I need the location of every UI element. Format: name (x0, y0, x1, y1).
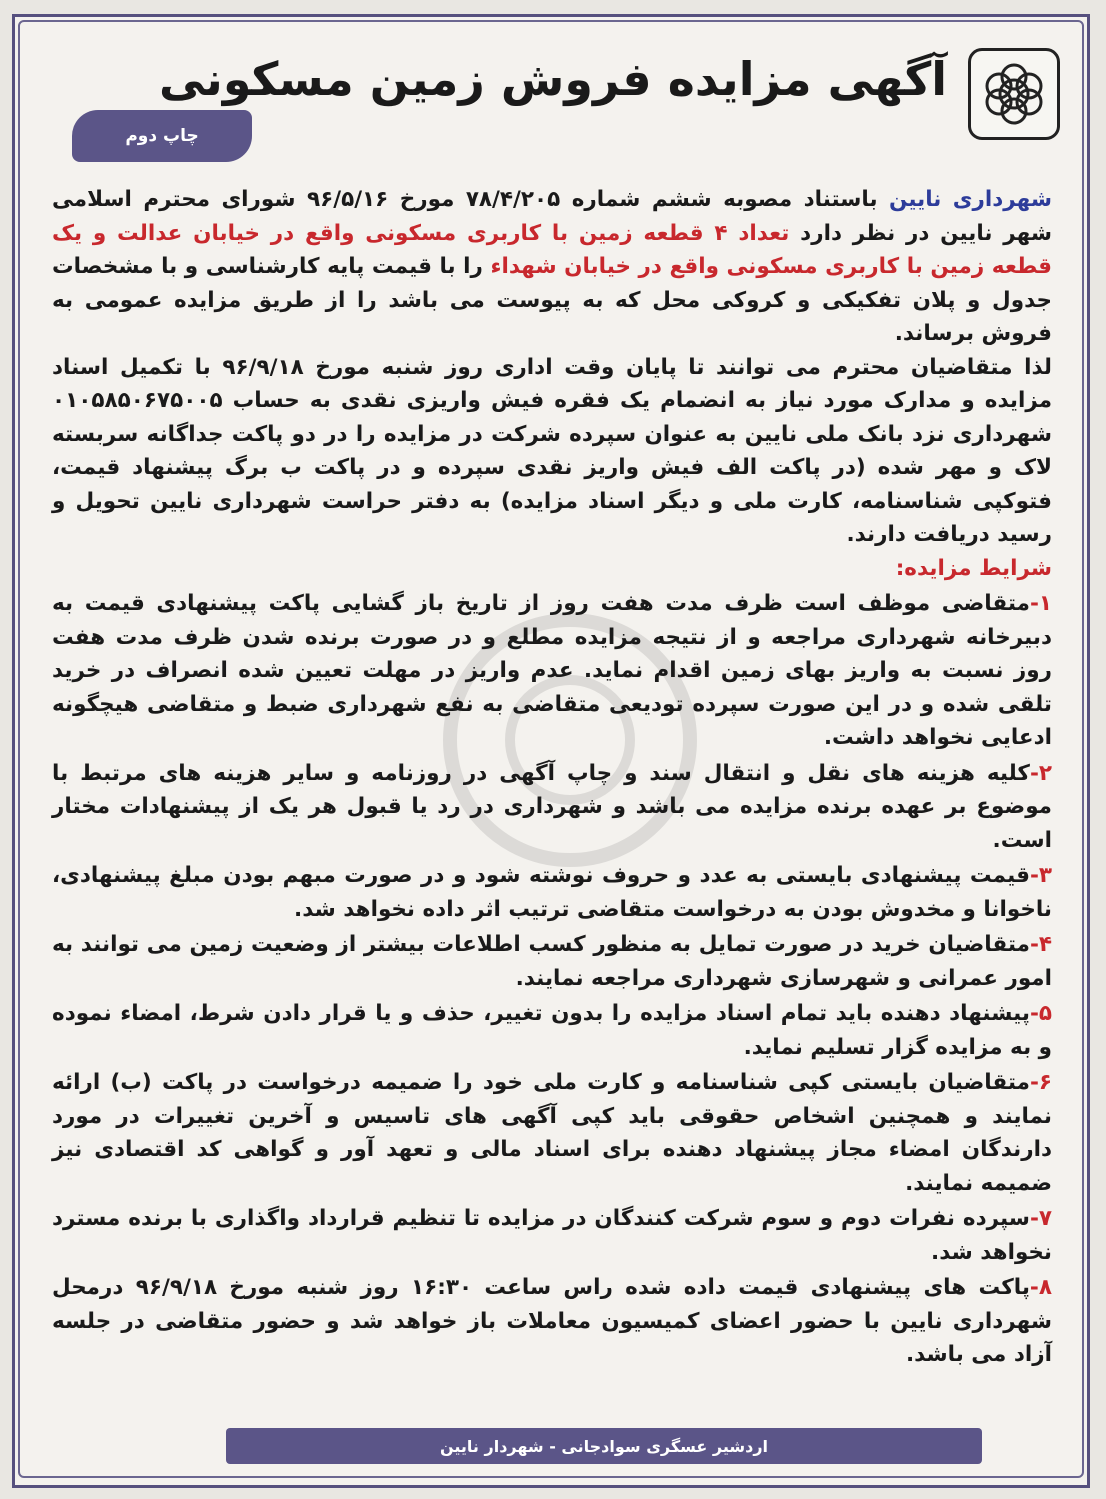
condition-number: ۸- (1029, 1275, 1052, 1300)
intro-text-2: را با قیمت پایه کارشناسی و با مشخصات جدول و پلان تفکیکی و کروکی محل که به پیوست می باشد را از طریق مزایده عمومی به فروش برساند. (52, 254, 1052, 346)
condition-text: پیشنهاد دهنده باید تمام اسناد مزایده را بدون تغییر، حذف و یا قرار دادن شرط، امضاء نموده و به مزایده گزار تسلیم نماید. (52, 1001, 1052, 1060)
notice-body (52, 183, 1052, 1372)
condition-item (52, 859, 1052, 926)
condition-text: پاکت های پیشنهادی قیمت داده شده راس ساعت ۱۶:۳۰ روز شنبه مورخ ۹۶/۹/۱۸ درمحل شهرداری نایین با حضور اعضای کمیسیون معاملات باز خواهد شد و حضور متقاضی در جلسه آزاد می باشد. (52, 1275, 1052, 1367)
municipality-name: شهرداری نایین (889, 187, 1052, 212)
condition-number: ۱- (1029, 591, 1052, 616)
condition-item (52, 997, 1052, 1064)
condition-item (52, 1271, 1052, 1372)
condition-number: ۷- (1029, 1206, 1052, 1231)
page-title: آگهی مزایده فروش زمین مسکونی (159, 52, 947, 106)
condition-text: متقاضیان بایستی کپی شناسنامه و کارت ملی خود را ضمیمه درخواست در پاکت (ب) ارائه نمایند و همچنین اشخاص حقوقی باید کپی آگهی های تاسیس و آخرین تغییرات در مورد دارندگان امضاء مجاز پیشنهاد دهنده برای اسناد مالی و تعهد آور و گواهی کد اقتصادی نیز ضمیمه نمایند. (52, 1070, 1052, 1196)
condition-text: کلیه هزینه های نقل و انتقال سند و چاپ آگهی در روزنامه و سایر هزینه های مرتبط با موضوع بر عهده برنده مزایده می باشد و شهرداری در رد یا قبول هر یک از پیشنهادات مختار است. (52, 760, 1052, 853)
condition-text: سپرده نفرات دوم و سوم شرکت کنندگان در مزایده تا تنظیم قرارداد واگذاری با برنده مسترد نخواهد شد. (52, 1206, 1052, 1265)
condition-item (52, 1202, 1052, 1269)
condition-number: ۶- (1029, 1070, 1052, 1095)
condition-text: قیمت پیشنهادی بایستی به عدد و حروف نوشته شود و در صورت مبهم بودن مبلغ پیشنهادی، ناخوانا و مخدوش بودن به درخواست متقاضی ترتیب اثر داده نخواهد شد. (52, 863, 1052, 922)
condition-item (52, 757, 1052, 858)
conditions-title: شرایط مزایده: (895, 555, 1052, 581)
municipality-logo-icon (968, 48, 1060, 140)
condition-item (52, 928, 1052, 995)
intro-highlight: تعداد ۴ قطعه زمین با کاربری مسکونی واقع در خیابان عدالت و یک قطعه زمین با کاربری مسکونی واقع در خیابان شهداء (52, 220, 1052, 279)
condition-item (52, 1066, 1052, 1200)
print-edition-badge: چاپ دوم (72, 110, 252, 162)
condition-text: متقاضی موظف است ظرف مدت هفت روز از تاریخ باز گشایی پاکت پیشنهادی قیمت به دبیرخانه شهرداری مراجعه و از نتیجه مزایده مطلع و در صورت برنده شدن ظرف مدت هفت روز نسبت به واریز بهای زمین اقدام نماید. عدم واریز در مهلت تعیین شده انصراف در خرید تلقی شده و در این صورت سپرده تودیعی متقاضی به نفع شهرداری ضبط و متقاضی هیچگونه ادعایی نخواهد داشت. (52, 591, 1052, 750)
condition-number: ۳- (1029, 863, 1052, 888)
intro-paragraph (52, 183, 1052, 351)
signature-footer: اردشیر عسگری سوادجانی - شهردار نایین (226, 1428, 982, 1464)
condition-number: ۵- (1029, 1001, 1052, 1026)
condition-number: ۲- (1029, 760, 1052, 786)
intro-text-1: باستناد مصوبه ششم شماره ۷۸/۴/۲۰۵ مورخ ۹۶/۵/۱۶ شورای محترم اسلامی شهر نایین در نظر دارد (52, 187, 1052, 246)
notice-header (22, 40, 1082, 170)
instructions-paragraph: لذا متقاضیان محترم می توانند تا پایان وقت اداری روز شنبه مورخ ۹۶/۹/۱۸ با تکمیل اسناد مزایده و مدارک مورد نیاز به انضمام یک فقره فیش واریزی نقدی به حساب ۰۱۰۵۸۵۰۶۷۵۰۰۵ شهرداری نزد بانک ملی نایین به عنوان سپرده شرکت در مزایده را در دو پاکت جداگانه سربسته لاک و مهر شده (در پاکت الف فیش واریز نقدی سپرده و در پاکت ب برگ پیشنهاد قیمت، فتوکپی شناسنامه، کارت ملی و دیگر اسناد مزایده) به دفتر حراست شهرداری نایین تحویل و رسید دریافت دارند. (52, 354, 1052, 547)
condition-item (52, 587, 1052, 755)
condition-number: ۴- (1029, 932, 1052, 957)
condition-text: متقاضیان خرید در صورت تمایل به منظور کسب اطلاعات بیشتر از وضعیت زمین می توانند به امور عمرانی و شهرسازی شهرداری مراجعه نمایند. (52, 932, 1052, 991)
